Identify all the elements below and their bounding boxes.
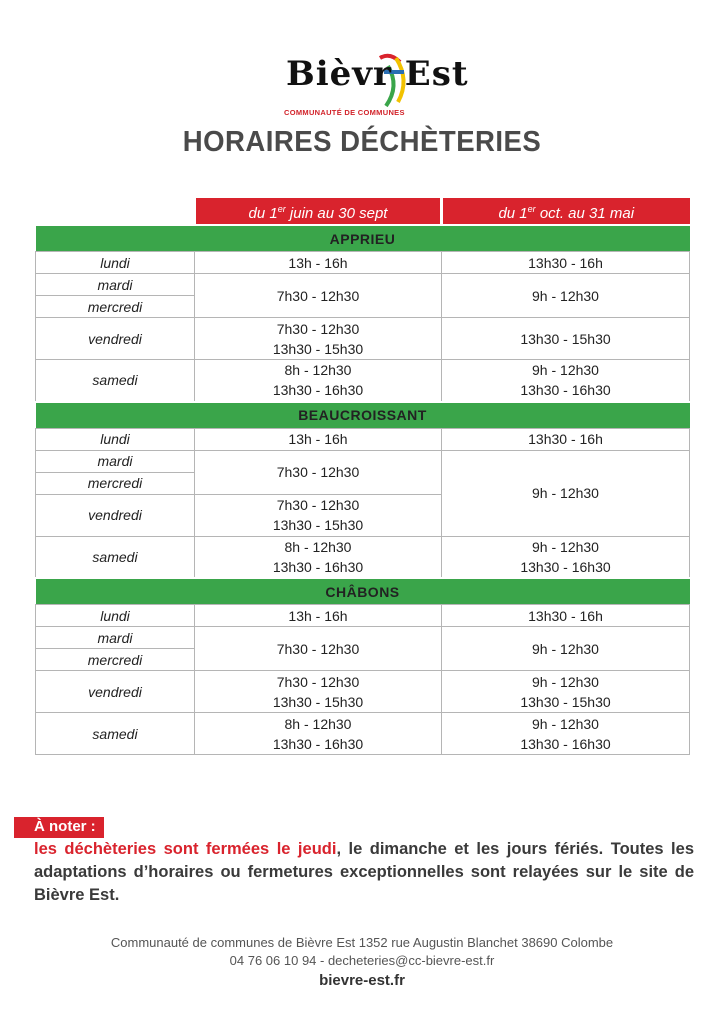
day-label: vendredi [36,318,195,360]
hours-cell: 7h30 - 12h30 [195,450,442,494]
notice-rest: , le dimanche et les jours fériés. Toutes les adaptations d’horaires ou fermetures exceptionnelles sont relayées sur le site de Bièvre Est. [34,840,694,904]
site-header-chabons: CHÂBONS [36,578,690,605]
hours-cell: 13h30 - 16h [442,605,690,627]
day-label: samedi [36,536,195,578]
day-label: samedi [36,360,195,402]
hours-cell: 7h30 - 12h30 [195,627,442,671]
day-label: mardi [36,274,195,296]
day-label: mardi [36,450,195,472]
table-row [36,360,690,402]
notice-closed-thursday: les déchèteries sont fermées le jeudi [34,840,337,858]
footer-address: Communauté de communes de Bièvre Est 1352 rue Augustin Blanchet 38690 Colombe [110,935,614,950]
hours-cell: 9h - 12h30 13h30 - 16h30 [442,360,690,402]
hours-cell: 9h - 12h30 [442,274,690,318]
hours-cell: 9h - 12h30 [442,450,690,536]
hours-cell: 7h30 - 12h30 13h30 - 15h30 [195,671,442,713]
notice-badge: À noter : [14,817,104,838]
hours-cell: 8h - 12h30 13h30 - 16h30 [195,360,442,402]
hours-cell: 9h - 12h30 13h30 - 15h30 [442,671,690,713]
logo [0,28,724,117]
table-row [36,274,690,296]
hours-cell: 13h - 16h [195,428,442,450]
day-label: lundi [36,252,195,274]
day-label: vendredi [36,494,195,536]
hours-cell: 9h - 12h30 13h30 - 16h30 [442,536,690,578]
table-row [36,671,690,713]
table-row [36,428,690,450]
day-label: vendredi [36,671,195,713]
period-winter: du 1er oct. au 31 mai [442,198,690,225]
hours-cell: 13h30 - 16h [442,252,690,274]
day-label: lundi [36,605,195,627]
table-row [36,536,690,578]
logo-subtitle: COMMUNAUTÉ DE COMMUNES [284,108,405,117]
hours-cell: 8h - 12h30 13h30 - 16h30 [195,713,442,755]
table-row [36,627,690,649]
hours-cell: 9h - 12h30 13h30 - 16h30 [442,713,690,755]
hours-cell: 13h30 - 15h30 [442,318,690,360]
period-header-row [36,198,690,225]
day-label: mercredi [36,649,195,671]
table-row [36,450,690,472]
table-row [36,713,690,755]
day-label: mardi [36,627,195,649]
footer-contact: 04 76 06 10 94 - decheteries@cc-bievre-est.fr [229,953,495,968]
hours-cell: 7h30 - 12h30 13h30 - 15h30 [195,494,442,536]
hours-cell: 9h - 12h30 [442,627,690,671]
hours-cell: 13h - 16h [195,252,442,274]
table-row [36,318,690,360]
table-row [36,605,690,627]
day-label: samedi [36,713,195,755]
logo-wordmark: Bièvr Est [286,54,469,94]
notice-text [34,838,694,907]
hours-cell: 8h - 12h30 13h30 - 16h30 [195,536,442,578]
hours-cell: 13h30 - 16h [442,428,690,450]
schedule-table [35,198,690,755]
day-label: lundi [36,428,195,450]
site-header-beaucroissant: BEAUCROISSANT [36,402,690,429]
footer-website[interactable]: bievre-est.fr [319,972,405,989]
table-row [36,252,690,274]
hours-cell: 7h30 - 12h30 13h30 - 15h30 [195,318,442,360]
period-summer: du 1er juin au 30 sept [195,198,442,225]
hours-cell: 7h30 - 12h30 [195,274,442,318]
day-label: mercredi [36,472,195,494]
page-title: HORAIRES DÉCHÈTERIES [182,126,542,158]
day-label: mercredi [36,296,195,318]
site-header-apprieu: APPRIEU [36,225,690,252]
hours-cell: 13h - 16h [195,605,442,627]
